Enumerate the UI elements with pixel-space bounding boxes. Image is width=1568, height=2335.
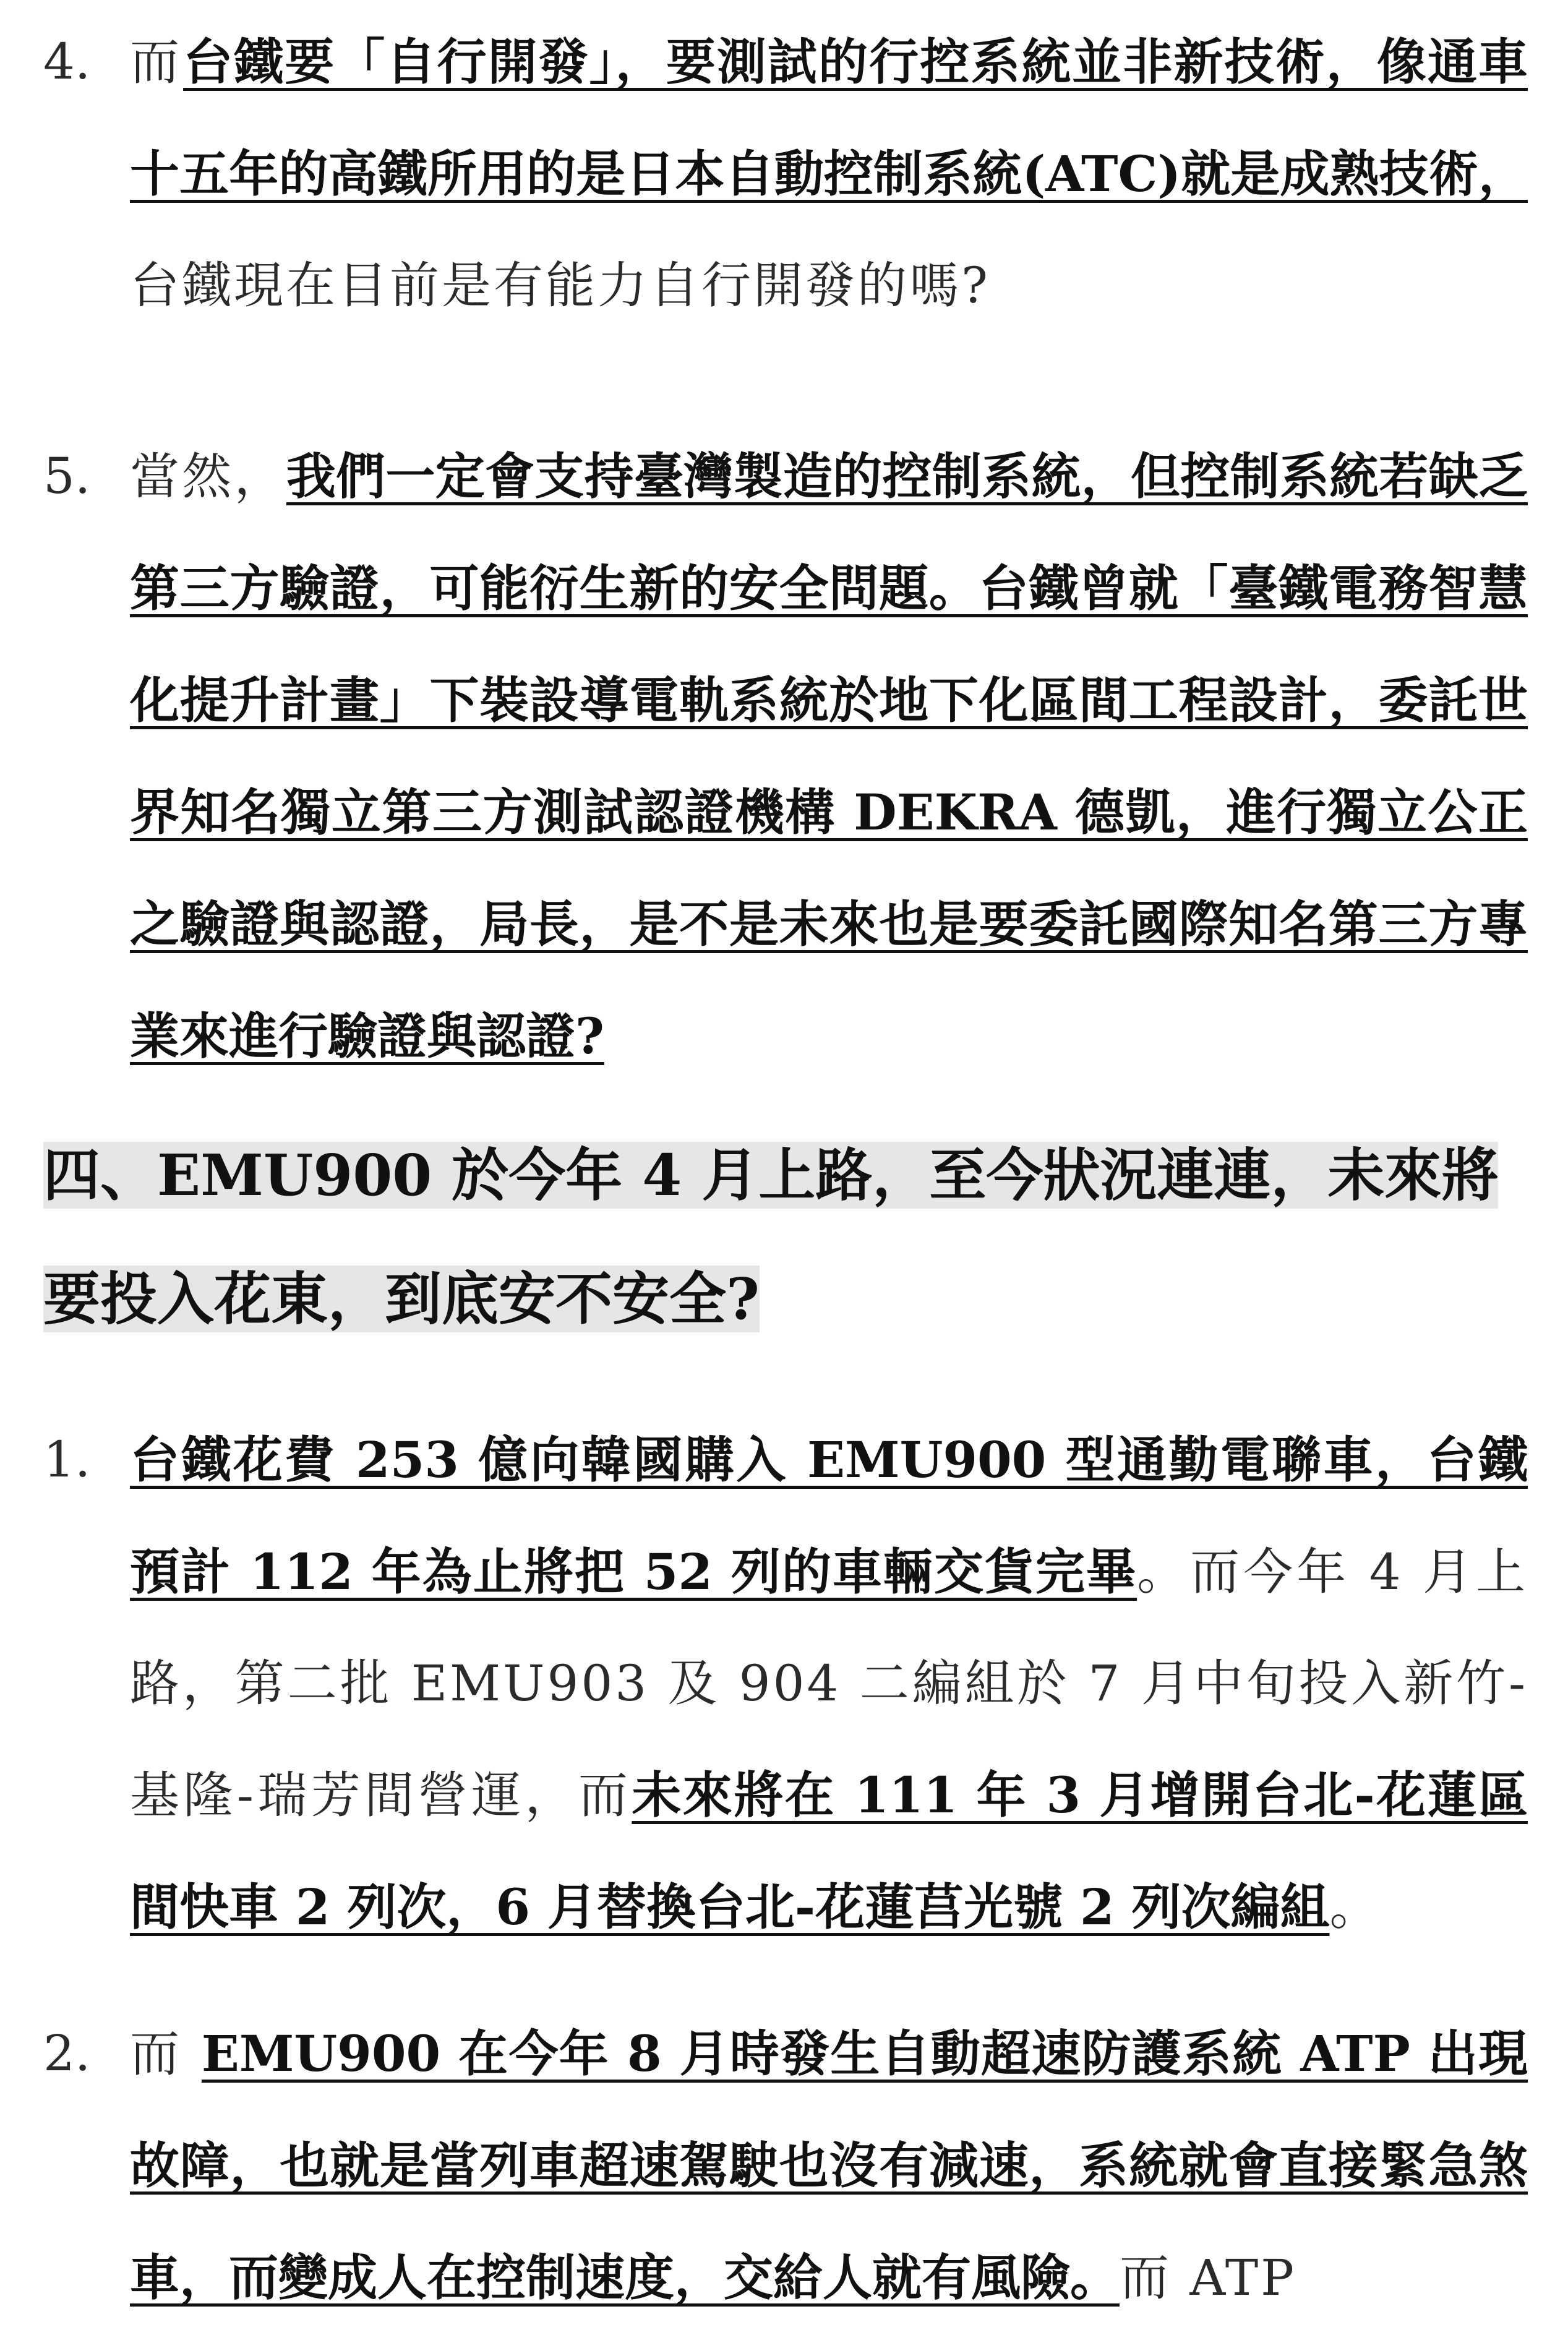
item-text — [130, 421, 1528, 1092]
section-heading — [43, 1113, 1528, 1361]
emphasized-text: 台鐵花費 253 億向韓國購入 EMU900 型通勤電聯車，台鐵預計 112 年為止將把 52 列的車輛交貨完畢 — [130, 1431, 1528, 1601]
text-run: 台鐵現在目前是有能力自行開發的嗎? — [130, 257, 990, 314]
item-number: 5. — [43, 447, 91, 505]
section-heading-text: 四、EMU900 於今年 4 月上路，至今狀況連連，未來將要投入花東，到底安不安全? — [43, 1142, 1499, 1332]
item-text — [130, 6, 1528, 341]
text-run: 而 ATP — [1120, 2249, 1297, 2307]
text-run: 當然， — [130, 448, 286, 505]
emphasized-text: 未來將在 111 年 3 月增開台北-花蓮區間快車 2 列次，6 月替換台北-花蓮莒光號 2 列次編組 — [130, 1766, 1528, 1936]
emphasized-text: EMU900 在今年 8 月時發生自動超速防護系統 ATP 出現故障，也就是當列車超速駕駛也沒有減速，系統就會直接緊急煞車，而變成人在控制速度，交給人就有風險。 — [130, 2024, 1528, 2307]
item-text — [130, 1404, 1528, 1963]
item-number: 4. — [43, 33, 91, 90]
text-run: 。而今年 4 月上路，第二批 EMU903 及 904 二編組於 7 月中旬投入新竹-基隆-瑞芳間營運，而 — [130, 1543, 1528, 1824]
item-number: 1. — [43, 1431, 91, 1488]
emphasized-text: 台鐵要「自行開發」，要測試的行控系統並非新技術，像通車十五年的高鐵所用的是日本自動控制系統(ATC)就是成熟技術， — [130, 33, 1528, 203]
item-text — [130, 1998, 1528, 2334]
text-run: 而 — [130, 33, 184, 91]
text-run: 。 — [1329, 1879, 1382, 1936]
text-run: 而 — [130, 2025, 202, 2083]
item-number: 2. — [43, 2024, 91, 2082]
emphasized-text: 我們一定會支持臺灣製造的控制系統，但控制系統若缺乏第三方驗證，可能衍生新的安全問題。台鐵曾就「臺鐵電務智慧化提升計畫」下裝設導電軌系統於地下化區間工程設計，委託世界知名獨立第三方測試認證機構 DEKRA 德凱，進行獨立公正之驗證與認證，局長，是不是未來也是要委託國際知名第三方專業來進行驗證與認證? — [130, 447, 1528, 1065]
